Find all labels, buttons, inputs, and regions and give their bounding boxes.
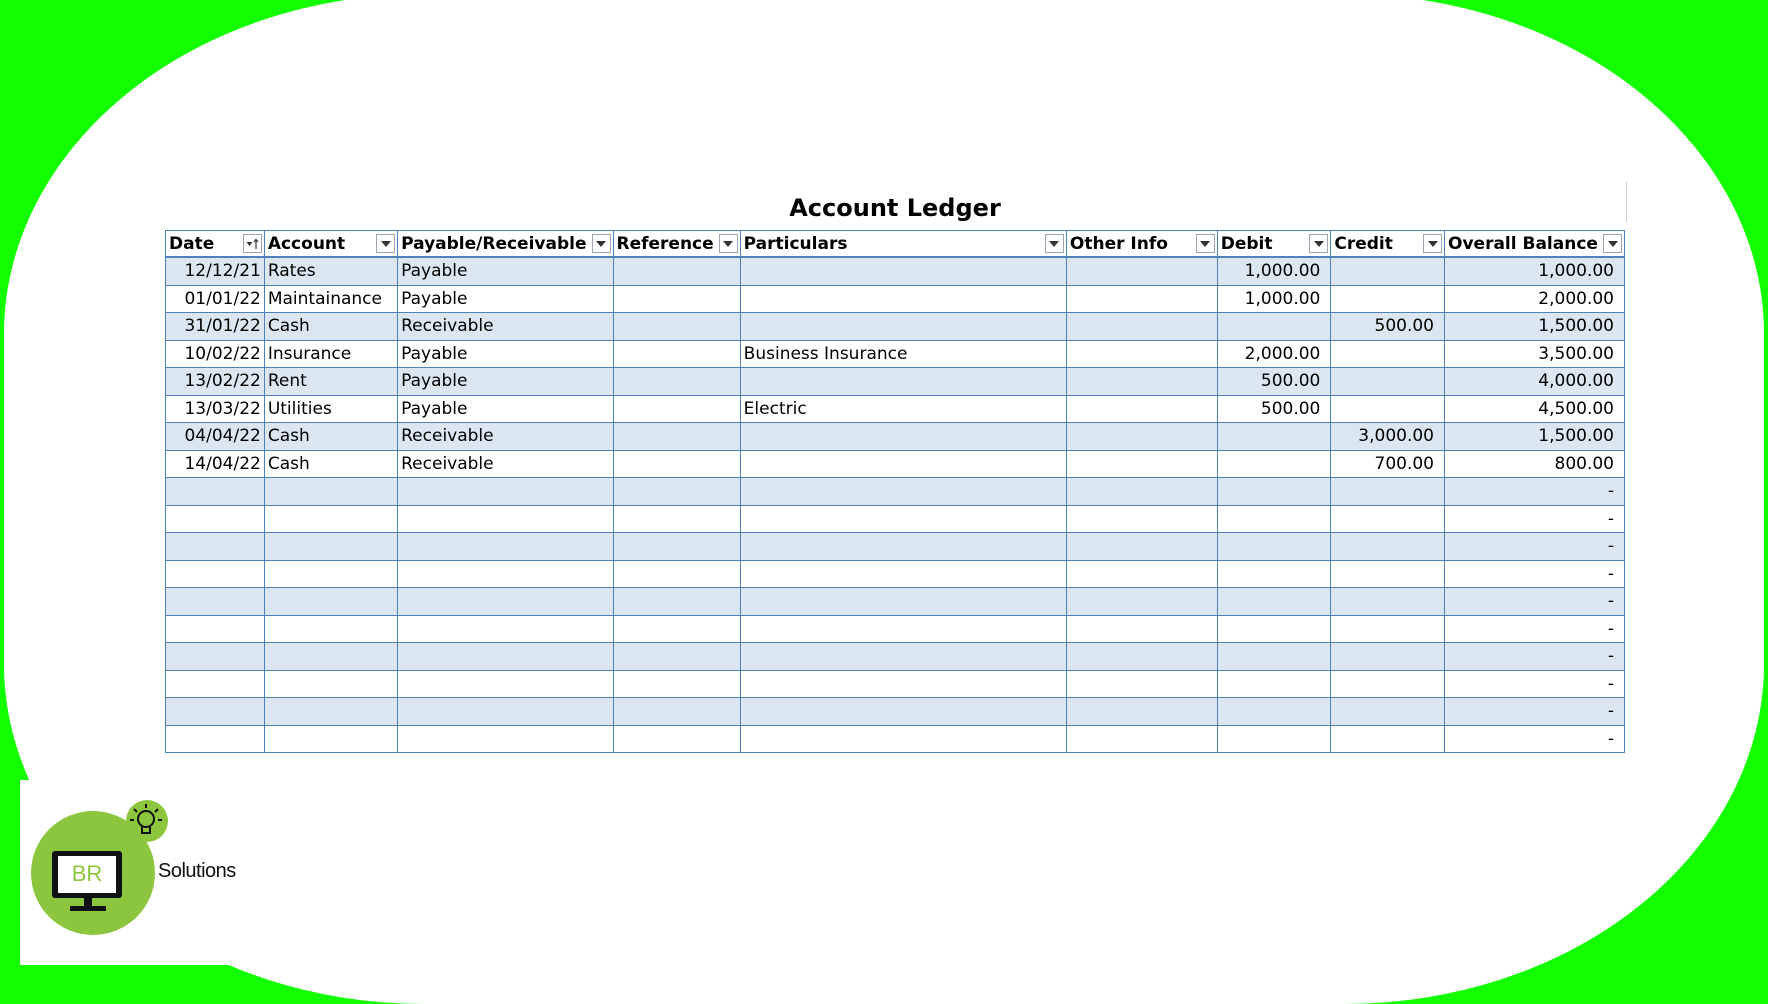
table-cell[interactable]: - (1445, 505, 1625, 533)
table-cell[interactable]: Payable (398, 257, 613, 285)
column-header-label: Debit (1220, 233, 1273, 254)
table-cell[interactable]: 3,000.00 (1331, 423, 1445, 451)
column-header-label: Reference (616, 233, 714, 254)
table-cell[interactable] (398, 698, 613, 726)
table-cell[interactable]: Cash (264, 313, 397, 341)
dropdown-arrow-icon (1608, 241, 1618, 247)
table-cell[interactable] (1217, 698, 1331, 726)
table-cell[interactable]: Cash (264, 423, 397, 451)
column-header-label: Other Info (1069, 233, 1168, 254)
table-cell[interactable] (1331, 257, 1445, 285)
table-cell[interactable] (1331, 395, 1445, 423)
table-cell[interactable]: 4,000.00 (1445, 368, 1625, 396)
table-cell[interactable] (264, 560, 397, 588)
table-cell[interactable] (264, 478, 397, 506)
table-cell[interactable] (1066, 368, 1217, 396)
table-cell[interactable] (398, 588, 613, 616)
table-cell[interactable]: 3,500.00 (1445, 340, 1625, 368)
table-cell[interactable] (1331, 340, 1445, 368)
table-cell[interactable] (740, 423, 1066, 451)
table-cell[interactable] (1217, 643, 1331, 671)
column-header[interactable] (166, 231, 265, 258)
column-header[interactable] (613, 231, 740, 258)
table-cell[interactable] (613, 285, 740, 313)
table-cell[interactable] (166, 698, 265, 726)
table-cell[interactable] (740, 643, 1066, 671)
table-cell[interactable] (1066, 505, 1217, 533)
table-cell[interactable]: 13/03/22 (166, 395, 265, 423)
table-row (166, 285, 1625, 313)
table-cell[interactable] (613, 725, 740, 753)
table-cell[interactable]: Receivable (398, 313, 613, 341)
table-row (166, 450, 1625, 478)
table-cell[interactable] (264, 615, 397, 643)
table-cell[interactable]: 13/02/22 (166, 368, 265, 396)
lightbulb-icon (126, 800, 168, 842)
table-cell[interactable] (398, 643, 613, 671)
ledger-body (166, 257, 1625, 753)
table-cell[interactable]: Payable (398, 395, 613, 423)
column-header[interactable] (264, 231, 397, 258)
filter-dropdown-button[interactable] (1196, 234, 1215, 253)
table-cell[interactable] (1217, 670, 1331, 698)
table-cell[interactable]: - (1445, 560, 1625, 588)
table-cell[interactable] (264, 698, 397, 726)
table-cell[interactable] (1331, 588, 1445, 616)
table-cell[interactable]: 1,500.00 (1445, 423, 1625, 451)
filter-dropdown-button[interactable] (376, 234, 395, 253)
table-cell[interactable] (166, 533, 265, 561)
table-cell[interactable]: 1,000.00 (1445, 257, 1625, 285)
table-row (166, 670, 1625, 698)
table-cell[interactable]: 500.00 (1217, 368, 1331, 396)
table-cell[interactable] (1066, 698, 1217, 726)
table-cell[interactable] (166, 560, 265, 588)
table-cell[interactable] (1331, 533, 1445, 561)
table-cell[interactable] (1331, 643, 1445, 671)
table-cell[interactable]: Rates (264, 257, 397, 285)
table-cell[interactable]: - (1445, 615, 1625, 643)
table-cell[interactable]: 700.00 (1331, 450, 1445, 478)
table-cell[interactable] (1066, 478, 1217, 506)
table-row (166, 560, 1625, 588)
table-cell[interactable] (613, 615, 740, 643)
table-cell[interactable] (740, 368, 1066, 396)
table-cell[interactable] (740, 560, 1066, 588)
table-cell[interactable] (1331, 368, 1445, 396)
table-cell[interactable] (398, 615, 613, 643)
ledger-table (165, 230, 1625, 753)
table-row (166, 588, 1625, 616)
table-cell[interactable] (613, 368, 740, 396)
column-header-label: Credit (1334, 233, 1393, 254)
table-cell[interactable] (398, 478, 613, 506)
spreadsheet (165, 182, 1625, 750)
table-cell[interactable] (1066, 395, 1217, 423)
table-cell[interactable] (613, 643, 740, 671)
table-cell[interactable] (613, 423, 740, 451)
table-cell[interactable] (740, 478, 1066, 506)
table-cell[interactable] (1066, 560, 1217, 588)
column-header-label: Account (267, 233, 346, 254)
column-header-label: Payable/Receivable (401, 233, 587, 254)
table-cell[interactable] (1066, 533, 1217, 561)
filter-dropdown-button[interactable] (719, 234, 738, 253)
table-cell[interactable]: 2,000.00 (1445, 285, 1625, 313)
table-cell[interactable] (1066, 257, 1217, 285)
table-cell[interactable]: 2,000.00 (1217, 340, 1331, 368)
table-cell[interactable] (1217, 423, 1331, 451)
table-cell[interactable] (1331, 615, 1445, 643)
table-cell[interactable] (1217, 478, 1331, 506)
table-cell[interactable]: Electric (740, 395, 1066, 423)
table-cell[interactable] (1217, 313, 1331, 341)
filter-dropdown-button[interactable] (1045, 234, 1064, 253)
column-header[interactable] (1445, 231, 1625, 258)
table-cell[interactable]: 12/12/21 (166, 257, 265, 285)
table-cell[interactable]: 1,500.00 (1445, 313, 1625, 341)
table-cell[interactable] (613, 340, 740, 368)
table-cell[interactable]: 04/04/22 (166, 423, 265, 451)
table-cell[interactable]: - (1445, 725, 1625, 753)
table-cell[interactable]: 14/04/22 (166, 450, 265, 478)
table-cell[interactable] (740, 615, 1066, 643)
table-cell[interactable] (613, 698, 740, 726)
table-row (166, 423, 1625, 451)
filter-dropdown-button[interactable] (592, 234, 611, 253)
table-cell[interactable]: 31/01/22 (166, 313, 265, 341)
table-cell[interactable] (740, 588, 1066, 616)
table-row (166, 478, 1625, 506)
table-cell[interactable] (740, 257, 1066, 285)
table-cell[interactable] (1066, 643, 1217, 671)
table-cell[interactable]: 500.00 (1217, 395, 1331, 423)
table-cell[interactable] (264, 725, 397, 753)
table-cell[interactable] (398, 560, 613, 588)
table-cell[interactable] (740, 533, 1066, 561)
table-cell[interactable] (1217, 725, 1331, 753)
table-cell[interactable] (613, 560, 740, 588)
table-cell[interactable] (166, 615, 265, 643)
table-cell[interactable]: 1,000.00 (1217, 285, 1331, 313)
table-cell[interactable]: 10/02/22 (166, 340, 265, 368)
dropdown-arrow-icon (596, 241, 606, 247)
sort-filter-button[interactable] (243, 234, 262, 253)
table-cell[interactable]: - (1445, 643, 1625, 671)
table-cell[interactable] (1331, 560, 1445, 588)
column-header-label: Date (169, 233, 215, 254)
column-header-label: Particulars (743, 233, 848, 254)
table-cell[interactable] (1217, 560, 1331, 588)
table-cell[interactable]: Rent (264, 368, 397, 396)
dropdown-arrow-icon (1049, 241, 1059, 247)
table-cell[interactable] (1066, 285, 1217, 313)
logo-text: Solutions (158, 860, 236, 882)
table-row (166, 725, 1625, 753)
table-cell[interactable] (1331, 725, 1445, 753)
table-cell[interactable] (1066, 450, 1217, 478)
table-cell[interactable] (1066, 588, 1217, 616)
table-cell[interactable] (613, 505, 740, 533)
table-cell[interactable] (1066, 340, 1217, 368)
table-cell[interactable] (1066, 615, 1217, 643)
column-header[interactable] (1066, 231, 1217, 258)
table-cell[interactable] (740, 725, 1066, 753)
table-cell[interactable] (398, 533, 613, 561)
table-cell[interactable]: Payable (398, 340, 613, 368)
table-row (166, 615, 1625, 643)
table-cell[interactable] (398, 670, 613, 698)
table-cell[interactable] (613, 478, 740, 506)
dropdown-arrow-icon (1200, 241, 1210, 247)
table-cell[interactable] (1066, 423, 1217, 451)
dropdown-arrow-icon (723, 241, 733, 247)
table-cell[interactable]: Utilities (264, 395, 397, 423)
sort-filter-icon (246, 238, 259, 250)
sheet-title: Account Ledger (789, 194, 1001, 222)
table-cell[interactable]: - (1445, 670, 1625, 698)
table-cell[interactable]: 01/01/22 (166, 285, 265, 313)
filter-dropdown-button[interactable] (1603, 234, 1622, 253)
sheet-edge (1626, 182, 1627, 222)
table-cell[interactable]: Business Insurance (740, 340, 1066, 368)
table-cell[interactable] (1217, 588, 1331, 616)
table-cell[interactable] (1066, 313, 1217, 341)
table-cell[interactable] (166, 643, 265, 671)
header-row (166, 231, 1625, 258)
table-cell[interactable] (1217, 450, 1331, 478)
table-cell[interactable] (264, 670, 397, 698)
table-cell[interactable] (740, 285, 1066, 313)
column-header[interactable] (1217, 231, 1331, 258)
table-row (166, 643, 1625, 671)
table-cell[interactable] (1331, 478, 1445, 506)
table-row (166, 368, 1625, 396)
table-cell[interactable] (1066, 670, 1217, 698)
table-row (166, 533, 1625, 561)
table-cell[interactable]: 500.00 (1331, 313, 1445, 341)
table-cell[interactable] (1331, 505, 1445, 533)
table-cell[interactable] (740, 313, 1066, 341)
table-row (166, 698, 1625, 726)
table-cell[interactable] (1066, 725, 1217, 753)
table-cell[interactable] (613, 588, 740, 616)
table-cell[interactable]: - (1445, 533, 1625, 561)
table-row (166, 505, 1625, 533)
table-cell[interactable] (1331, 285, 1445, 313)
column-header[interactable] (740, 231, 1066, 258)
table-cell[interactable]: - (1445, 698, 1625, 726)
table-row (166, 340, 1625, 368)
table-cell[interactable] (398, 725, 613, 753)
table-cell[interactable]: 4,500.00 (1445, 395, 1625, 423)
column-header[interactable] (398, 231, 613, 258)
table-cell[interactable] (166, 588, 265, 616)
table-row (166, 257, 1625, 285)
table-cell[interactable] (740, 505, 1066, 533)
table-cell[interactable] (1217, 615, 1331, 643)
dropdown-arrow-icon (1428, 241, 1438, 247)
table-cell[interactable] (166, 670, 265, 698)
table-row (166, 313, 1625, 341)
dropdown-arrow-icon (381, 241, 391, 247)
table-cell[interactable]: Maintainance (264, 285, 397, 313)
table-cell[interactable] (613, 313, 740, 341)
table-cell[interactable]: Receivable (398, 450, 613, 478)
filter-dropdown-button[interactable] (1309, 234, 1328, 253)
table-cell[interactable] (1331, 670, 1445, 698)
table-cell[interactable]: Payable (398, 368, 613, 396)
table-cell[interactable] (398, 505, 613, 533)
table-cell[interactable] (613, 670, 740, 698)
table-cell[interactable]: Payable (398, 285, 613, 313)
table-cell[interactable] (613, 395, 740, 423)
table-cell[interactable]: Receivable (398, 423, 613, 451)
dropdown-arrow-icon (1314, 241, 1324, 247)
table-cell[interactable]: Insurance (264, 340, 397, 368)
table-cell[interactable] (264, 505, 397, 533)
table-row (166, 395, 1625, 423)
table-cell[interactable] (166, 505, 265, 533)
column-header[interactable] (1331, 231, 1445, 258)
table-cell[interactable] (264, 643, 397, 671)
table-cell[interactable] (1217, 505, 1331, 533)
table-cell[interactable] (613, 450, 740, 478)
logo-monogram: BR (71, 861, 103, 886)
table-cell[interactable] (740, 670, 1066, 698)
table-cell[interactable]: - (1445, 478, 1625, 506)
table-cell[interactable] (613, 257, 740, 285)
table-cell[interactable]: Cash (264, 450, 397, 478)
table-cell[interactable]: 1,000.00 (1217, 257, 1331, 285)
table-cell[interactable] (613, 533, 740, 561)
table-cell[interactable] (166, 725, 265, 753)
table-cell[interactable] (264, 588, 397, 616)
column-header-label: Overall Balance (1448, 233, 1598, 254)
filter-dropdown-button[interactable] (1423, 234, 1442, 253)
table-cell[interactable]: 800.00 (1445, 450, 1625, 478)
table-cell[interactable] (740, 698, 1066, 726)
table-cell[interactable] (264, 533, 397, 561)
table-cell[interactable]: - (1445, 588, 1625, 616)
table-cell[interactable] (166, 478, 265, 506)
table-cell[interactable] (1331, 698, 1445, 726)
table-cell[interactable] (1217, 533, 1331, 561)
table-cell[interactable] (740, 450, 1066, 478)
